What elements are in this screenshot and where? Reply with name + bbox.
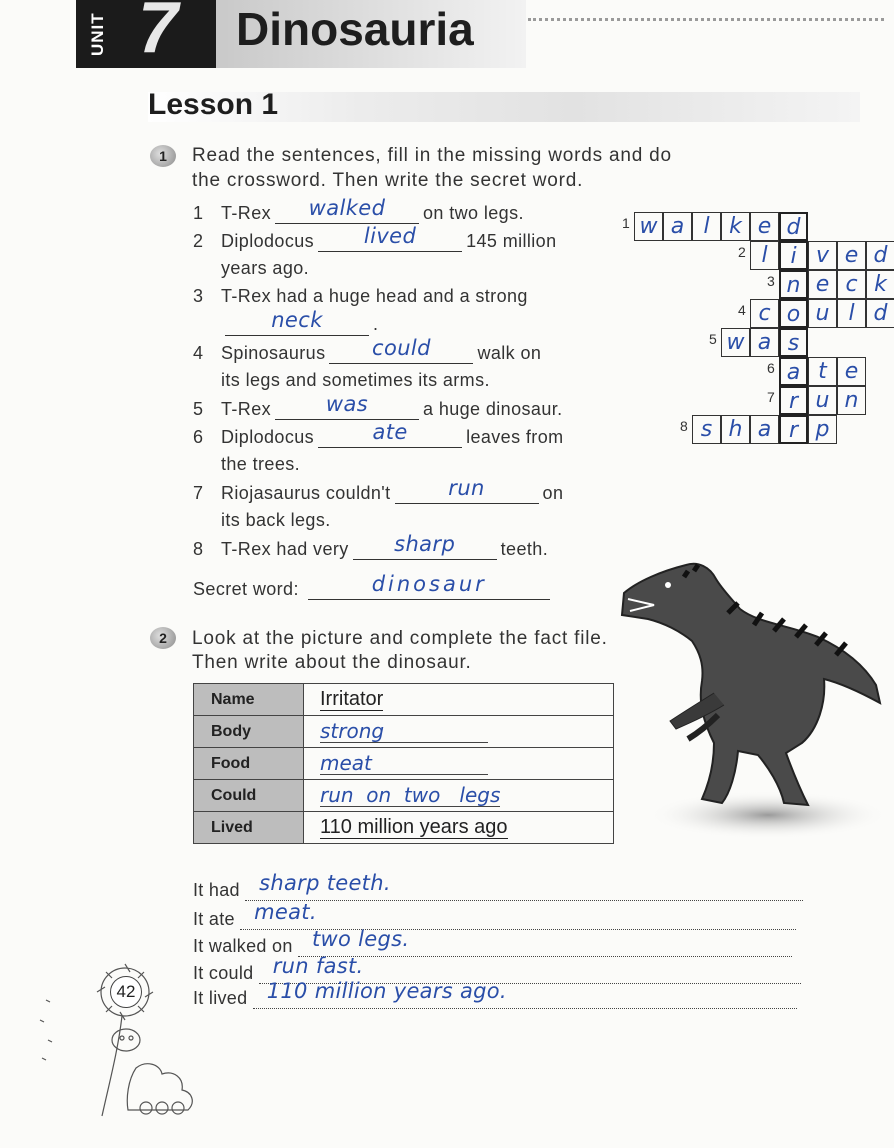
crossword-cell[interactable]: w xyxy=(634,212,663,241)
crossword-cell[interactable]: l xyxy=(837,299,866,328)
crossword-clue-number: 1 xyxy=(622,215,630,231)
sentence-continuation: years ago. xyxy=(221,258,310,278)
sentence-prefix: It walked on xyxy=(193,936,298,956)
unit-title: Dinosauria xyxy=(236,3,474,55)
crossword-cell[interactable]: e xyxy=(750,212,779,241)
crossword-secret-cell[interactable]: r xyxy=(779,415,808,444)
crossword-cell[interactable]: v xyxy=(808,241,837,270)
writing-line xyxy=(193,900,796,930)
crossword-cell[interactable]: s xyxy=(692,415,721,444)
crossword-cell[interactable]: d xyxy=(866,299,894,328)
handwritten-answer: sharp teeth. xyxy=(259,871,391,895)
fact-value-cell[interactable] xyxy=(304,780,614,812)
secret-word-label: Secret word: xyxy=(193,579,299,599)
sentence-text: on xyxy=(542,483,564,503)
fact-value: strong xyxy=(320,720,488,743)
handwritten-answer: could xyxy=(372,336,431,360)
writing-line xyxy=(193,871,803,901)
crossword-cell[interactable]: c xyxy=(837,270,866,299)
crossword-clue-number: 8 xyxy=(680,418,688,434)
header-dotted-rule xyxy=(528,18,884,21)
sentence-text: leaves from xyxy=(466,427,564,447)
fact-label: Lived xyxy=(194,812,304,844)
fact-value-cell[interactable] xyxy=(304,748,614,780)
crossword-cell[interactable]: e xyxy=(808,270,837,299)
crossword-cell[interactable]: e xyxy=(837,357,866,386)
secret-word-answer: dinosaur xyxy=(371,572,487,596)
sentence-number: 6 xyxy=(193,427,204,447)
handwritten-answer: was xyxy=(325,392,369,416)
sentence-1 xyxy=(193,196,524,224)
sentence-text: Diplodocus xyxy=(221,231,315,251)
fact-value-cell[interactable] xyxy=(304,684,614,716)
crossword-cell[interactable]: u xyxy=(808,299,837,328)
crossword-secret-cell[interactable]: s xyxy=(779,328,808,357)
sentence-6 xyxy=(193,420,564,448)
crossword-clue-number: 4 xyxy=(738,302,746,318)
sentence-text: walk on xyxy=(477,343,542,363)
secret-word-blank[interactable] xyxy=(308,572,550,600)
page-number: 42 xyxy=(110,976,142,1008)
fact-label: Could xyxy=(194,780,304,812)
crossword-cell[interactable]: l xyxy=(750,241,779,270)
crossword-cell[interactable]: t xyxy=(808,357,837,386)
answer-blank[interactable] xyxy=(329,336,473,364)
answer-line[interactable] xyxy=(245,871,803,901)
handwritten-answer: neck xyxy=(271,308,323,332)
fact-value: run on two legs xyxy=(320,783,501,807)
crossword-cell[interactable]: d xyxy=(866,241,894,270)
answer-blank[interactable] xyxy=(353,532,497,560)
fact-row-body xyxy=(194,716,614,748)
crossword-secret-cell[interactable]: o xyxy=(779,299,808,328)
handwritten-answer: walked xyxy=(308,196,386,220)
handwritten-answer: lived xyxy=(363,224,417,248)
crossword-secret-cell[interactable]: n xyxy=(779,270,808,299)
crossword-cell[interactable]: l xyxy=(692,212,721,241)
sentence-text: 145 million xyxy=(466,231,557,251)
sentence-text: . xyxy=(373,314,379,334)
crossword-clue-number: 6 xyxy=(767,360,775,376)
exercise-1-instruction xyxy=(192,143,672,193)
handwritten-answer: 110 million years ago. xyxy=(266,979,507,1003)
sentence-8 xyxy=(193,532,549,560)
fact-file-table xyxy=(193,683,614,844)
answer-line[interactable] xyxy=(253,979,797,1009)
handwritten-answer: run fast. xyxy=(272,954,364,978)
fact-label: Food xyxy=(194,748,304,780)
handwritten-answer: sharp xyxy=(394,532,456,556)
handwritten-answer: run xyxy=(448,476,485,500)
crossword-clue-number: 5 xyxy=(709,331,717,347)
sentence-number: 3 xyxy=(193,286,204,306)
crossword-cell[interactable]: k xyxy=(721,212,750,241)
crossword-cell[interactable]: a xyxy=(750,415,779,444)
sentence-text: Riojasaurus couldn't xyxy=(221,483,391,503)
instruction-line: Look at the picture and complete the fact file. xyxy=(192,628,608,649)
sentence-number: 8 xyxy=(193,539,204,559)
sentence-text: on two legs. xyxy=(423,203,524,223)
sentence-continuation: its back legs. xyxy=(221,510,331,530)
fact-value: 110 million years ago xyxy=(320,816,508,838)
fact-row-could xyxy=(194,780,614,812)
crossword-cell[interactable]: e xyxy=(837,241,866,270)
answer-blank[interactable] xyxy=(275,392,419,420)
crossword-secret-cell[interactable]: a xyxy=(779,357,808,386)
exercise-number-1: 1 xyxy=(150,145,176,167)
sentence-continuation: the trees. xyxy=(221,454,301,474)
sentence-text: T-Rex had very xyxy=(221,539,349,559)
exercise-number-2: 2 xyxy=(150,627,176,649)
answer-blank[interactable] xyxy=(225,308,369,336)
handwritten-answer: two legs. xyxy=(311,927,410,951)
answer-blank[interactable] xyxy=(318,420,462,448)
fact-value-cell[interactable] xyxy=(304,716,614,748)
crossword-cell[interactable]: u xyxy=(808,386,837,415)
fact-row-name xyxy=(194,684,614,716)
crossword-cell[interactable]: n xyxy=(837,386,866,415)
sentence-text: T-Rex xyxy=(221,399,272,419)
sentence-text: Diplodocus xyxy=(221,427,315,447)
crossword-cell[interactable]: k xyxy=(866,270,894,299)
unit-number: 7 xyxy=(138,0,179,68)
sentence-text: T-Rex had a huge head and a strong xyxy=(221,286,528,306)
fact-row-food xyxy=(194,748,614,780)
fact-value: meat xyxy=(320,752,488,775)
sentence-number: 5 xyxy=(193,399,204,419)
sentence-number: 7 xyxy=(193,483,204,503)
exercise-2-instruction xyxy=(192,627,608,675)
crossword-clue-number: 3 xyxy=(767,273,775,289)
sentence-text: T-Rex xyxy=(221,203,272,223)
lesson-title: Lesson 1 xyxy=(148,88,279,121)
crossword-cell[interactable]: a xyxy=(750,328,779,357)
sentence-number: 2 xyxy=(193,231,204,251)
sentence-text: a huge dinosaur. xyxy=(423,399,563,419)
instruction-line: the crossword. Then write the secret word. xyxy=(192,170,584,191)
sentence-prefix: It could xyxy=(193,963,259,983)
instruction-line: Then write about the dinosaur. xyxy=(192,652,472,673)
crossword-clue-number: 7 xyxy=(767,389,775,405)
crossword-clue-number: 2 xyxy=(738,244,746,260)
answer-line[interactable] xyxy=(298,927,792,957)
handwritten-answer: meat. xyxy=(254,900,317,924)
sentence-prefix: It had xyxy=(193,880,246,900)
handwritten-answer: ate xyxy=(372,420,408,444)
instruction-line: Read the sentences, fill in the missing words and do xyxy=(192,145,672,166)
sentence-5 xyxy=(193,392,563,420)
crossword-cell[interactable]: a xyxy=(663,212,692,241)
fact-row-lived xyxy=(194,812,614,844)
fact-value-cell[interactable] xyxy=(304,812,614,844)
crossword-cell[interactable]: w xyxy=(721,328,750,357)
fact-label: Body xyxy=(194,716,304,748)
fact-label: Name xyxy=(194,684,304,716)
crossword-cell[interactable]: p xyxy=(808,415,837,444)
crossword-secret-cell[interactable]: d xyxy=(779,212,808,241)
sentence-text: teeth. xyxy=(500,539,549,559)
sentence-continuation: its legs and sometimes its arms. xyxy=(221,370,490,390)
fact-value: Irritator xyxy=(320,688,384,710)
dinosaur-illustration xyxy=(618,553,882,843)
crossword-cell[interactable]: h xyxy=(721,415,750,444)
sentence-2 xyxy=(193,224,557,252)
sentence-3 xyxy=(193,286,528,334)
sentence-number: 4 xyxy=(193,343,204,363)
answer-blank[interactable] xyxy=(318,224,462,252)
answer-blank[interactable] xyxy=(395,476,539,504)
sentence-7 xyxy=(193,476,564,504)
secret-word-row xyxy=(193,572,554,600)
sentence-4 xyxy=(193,336,542,364)
answer-blank[interactable] xyxy=(275,196,419,224)
unit-label: UNIT xyxy=(88,12,107,56)
crossword-cell[interactable]: c xyxy=(750,299,779,328)
sentence-prefix: It ate xyxy=(193,909,241,929)
crossword-secret-cell[interactable]: i xyxy=(779,241,808,270)
crossword-secret-cell[interactable]: r xyxy=(779,386,808,415)
sentence-number: 1 xyxy=(193,203,204,223)
writing-line xyxy=(193,979,797,1009)
sentence-prefix: It lived xyxy=(193,988,253,1008)
sentence-text: Spinosaurus xyxy=(221,343,326,363)
